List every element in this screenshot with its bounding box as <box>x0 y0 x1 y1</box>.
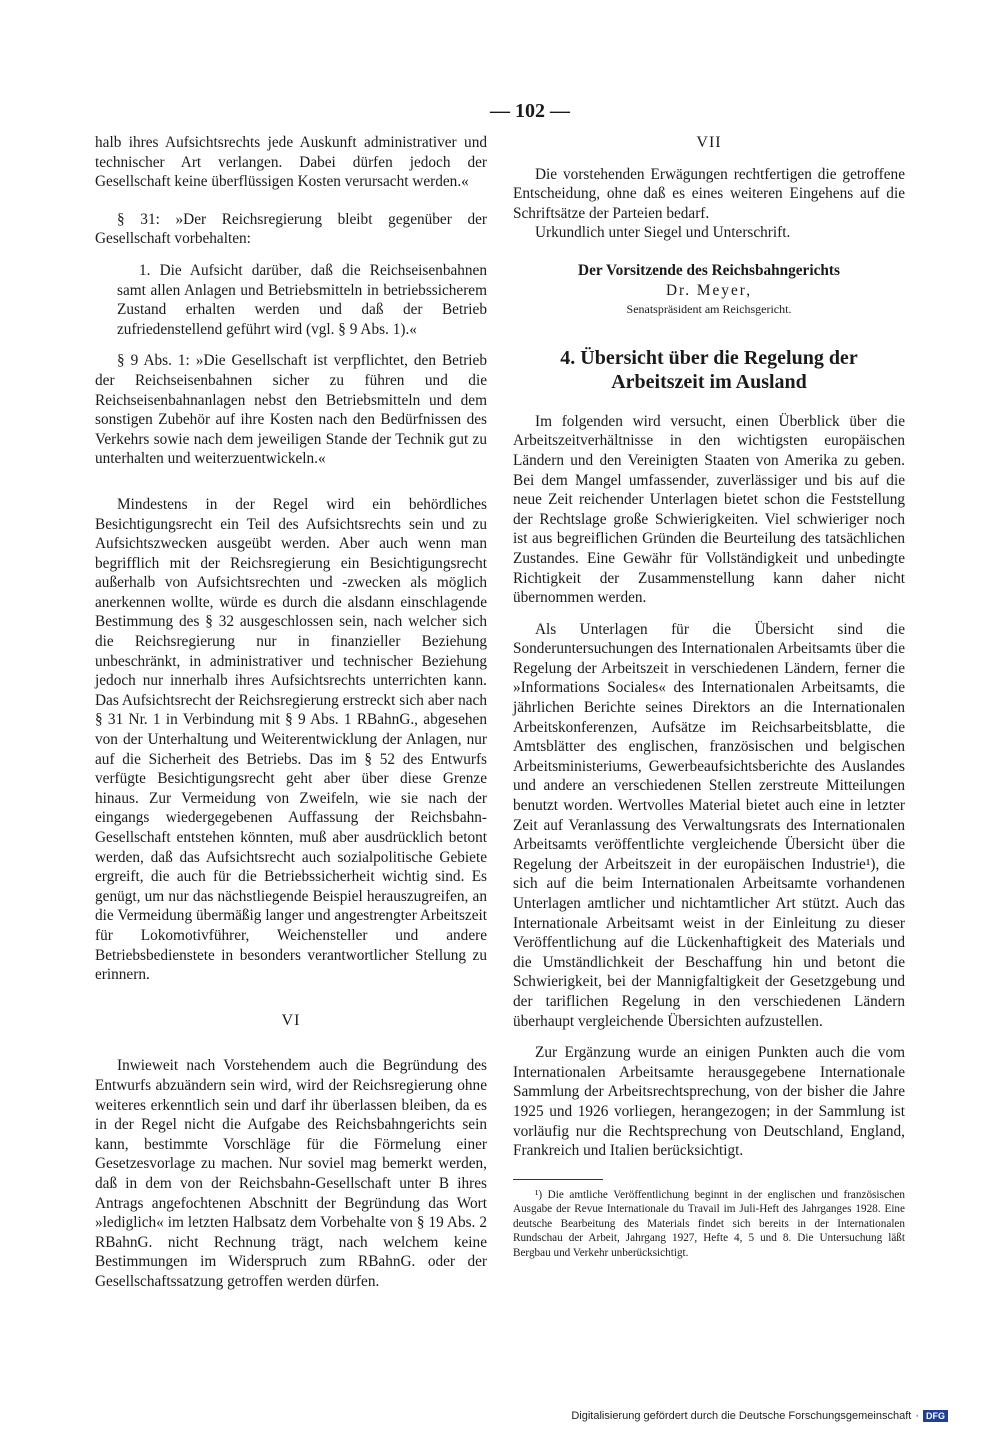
signature-role: Senatspräsident am Reichsgericht. <box>626 302 792 317</box>
digitization-credit <box>571 1410 948 1422</box>
footnote: ¹) Die amtliche Veröffentlichung beginnt in der englischen und französischen Ausgabe der Revue Internationale du Travail im Juli-Heft des Jahrganges 1928. Eine deutsche Bearbeitung des Materials findet sich bereits in der Internationalen Rundschau der Arbeit, Jahrgang 1927, Hefte 4, 5 und 8. Die Untersuchung läßt Bergbau und Verkehr unberücksichtigt. <box>513 1188 905 1259</box>
left-quote-31: § 31: »Der Reichsregierung bleibt gegenüber der Gesellschaft vorbehalten: <box>95 210 487 248</box>
right-paragraph-5: Zur Ergänzung wurde an einigen Punkten auch die vom Internationalen Arbeitsamte herausgegebene Internationale Sammlung der Arbeitsrechtsprechung, von der bisher die Jahre 1925 und 1926 vorliegen, herangezogen; in der Sammlung ist vorläufig nur die Rechtsprechung von Deutschland, England, Frankreich und Italien berücksichtigt. <box>513 1044 905 1160</box>
left-paragraph-3: Inwieweit nach Vorstehendem auch die Begründung des Entwurfs abzuändern sein wird, wird der Reichsregierung ohne weiteres erkenntlich sein und darf ihr überlassen bleiben, da es in der Regel nicht die Aufgabe des Reichsbahngerichts sein kann, bestimmte Vorschläge für die Förmelung einer Gesetzesvorlage zu machen. Nur soviel mag bemerkt werden, daß in dem von der Reichsbahn-Gesellschaft unter B ihres Antrags angefochtenen Abschnitt der Begründung das Wort »lediglich« im letzten Halbsatz dem Vorbehalte von § 19 Abs. 2 RBahnG. nicht Rechnung trägt, nach welchem keine Bestimmungen im Widerspruch zum RBahnG. oder der Gesellschaftssatzung getroffen werden dürfen. <box>95 1057 487 1290</box>
separator-dot: · <box>915 1410 919 1422</box>
left-quote-9: § 9 Abs. 1: »Die Gesellschaft ist verpflichtet, den Betrieb der Reichseisenbahnen sicher zu führen und die Reichseisenbahnanlagen nebst den Betriebsmitteln und dem sonstigen Zubehör auf ihre Kosten nach den Bedürfnissen des Verkehrs sowie nach dem jeweiligen Stande der Technik gut zu unterhalten und weiterzuentwickeln.« <box>95 352 487 468</box>
page-number: — 102 — <box>490 100 570 122</box>
right-column <box>513 133 905 1260</box>
right-paragraph-1: Die vorstehenden Erwägungen rechtfertigen die getroffene Entscheidung, ohne daß es eines weiteren Eingehens auf die Schriftsätze der Parteien bedarf. <box>513 165 905 222</box>
section-heading-vi: VI <box>281 1011 301 1029</box>
article-title: 4. Übersicht über die Regelung der Arbeitszeit im Ausland <box>560 346 858 393</box>
section-heading-vii: VII <box>696 134 722 151</box>
left-paragraph-1: halb ihres Aufsichtsrechts jede Auskunft administrativer und technischer Art verlangen. Dabei dürfen jedoch der Gesellschaft keine überflüssigen Kosten verursacht werden.« <box>95 134 487 191</box>
dfg-logo: DFG <box>923 1410 948 1422</box>
signature-title: Der Vorsitzende des Reichsbahngerichts <box>578 261 840 279</box>
right-paragraph-3: Im folgenden wird versucht, einen Überblick über die Arbeitszeitverhältnisse in den wichtigsten europäischen Ländern und den Vereinigten Staaten von Amerika zu geben. Bei dem Mangel umfassender, zuverlässiger und bis auf die neue Zeit reichender Unterlagen bietet schon die Feststellung der Rechtslage große Schwierigkeiten. Viel schwieriger noch ist aus begreiflichen Gründen die Beurteilung des tatsächlichen Zustandes. Eine Gewähr für Vollständigkeit und unbedingte Richtigkeit der Zusammenstellung kann daher nicht übernommen werden. <box>513 412 905 607</box>
footnote-rule <box>513 1179 603 1180</box>
signature-name: Dr. Meyer, <box>665 281 753 299</box>
credit-text: Digitalisierung gefördert durch die Deutsche Forschungsgemeinschaft <box>571 1410 912 1422</box>
left-quote-31-item-1: 1. Die Aufsicht darüber, daß die Reichseisenbahnen samt allen Anlagen und Betriebsmitteln in betriebssicherem Zustand erhalten werden und daß der Betrieb zufriedenstellend geführt wird (vgl. § 9 Abs. 1).« <box>117 261 487 338</box>
right-paragraph-4: Als Unterlagen für die Übersicht sind die Sonderuntersuchungen des Internationalen Arbeitsamts über die Regelung der Arbeitszeit in verschiedenen Ländern, ferner die »Informations Sociales« des Internationalen Arbeitsamts, die jährlichen Berichte seines Direktors an die Internationalen Arbeitskonferenzen, Aufsätze im Reichsarbeitsblatte, die Amtsblätter des englischen, französischen und belgischen Arbeitsministeriums, Gewerbeaufsichtsberichte des Auslandes und andere an verschiedenen Stellen zerstreute Mitteilungen benutzt worden. Wertvolles Material bietet auch eine in letzter Zeit auf Veranlassung des Verwaltungsrats des Internationalen Arbeitsamts veröffentlichte vergleichende Übersicht über die Regelung der Arbeitszeit in der europäischen Industrie¹), die sich auf die beim Internationalen Arbeitsamte vorhandenen Unterlagen amtlicher und nichtamtlicher Art stützt. Auch das Internationale Arbeitsamt weist in der Einleitung zu dieser Veröffentlichung auf die Lückenhaftigkeit des Materials und die Umständlichkeit der Beschaffung hin und betont die Schwierigkeit, bei der Mannigfaltigkeit der Gesetzgebung und der tariflichen Regelung in den verschiedenen Ländern überhaupt vergleichende Übersichten aufzustellen. <box>513 620 905 1030</box>
left-column <box>95 133 487 1291</box>
left-paragraph-2: Mindestens in der Regel wird ein behördliches Besichtigungsrecht ein Teil des Aufsichtsrechts sein und zu Aufsichtszwecken ausgeübt werden. Aber auch wenn man begrifflich mit der Reichsregierung ein Besichtigungsrecht außerhalb von Aufsichtsrechten und -zwecken als möglich anerkennen wollte, würde es durch die alsdann einschlagende Bestimmung des § 32 ausgeschlossen sein, nach welcher sich die Reichsregierung nur in finanzieller Beziehung unbeschränkt, in administrativer und technischer Beziehung jedoch nur innerhalb ihres Aufsichtsrechts unterrichten kann. Das Aufsichtsrecht der Reichsregierung erstreckt sich aber nach § 31 Nr. 1 in Verbindung mit § 9 Abs. 1 RBahnG., abgesehen von der Unterhaltung und Weiterentwicklung der Anlagen, nur auf die Sicherheit des Betriebs. Das im § 52 des Entwurfs verfügte Besichtigungsrecht geht aber über diese Grenze hinaus. Zur Vermeidung von Zweifeln, wie sie nach der eingangs wiedergegebenen Auffassung der Reichsbahn-Gesellschaft entstehen könnten, muß aber ausdrücklich betont werden, daß das Aufsichtsrecht auch sozialpolitische Gebiete ergreift, die auch für die Betriebssicherheit wichtig sind. Es genügt, um nur das nächstliegende Beispiel herauszugreifen, an die Vermeidung übermäßig langer und angestrengter Arbeitszeit für Lokomotivführer, Weichensteller und andere Betriebsbedienstete in besonders verantwortlicher Stellung zu erinnern. <box>95 495 487 984</box>
right-paragraph-2: Urkundlich unter Siegel und Unterschrift. <box>535 224 791 242</box>
